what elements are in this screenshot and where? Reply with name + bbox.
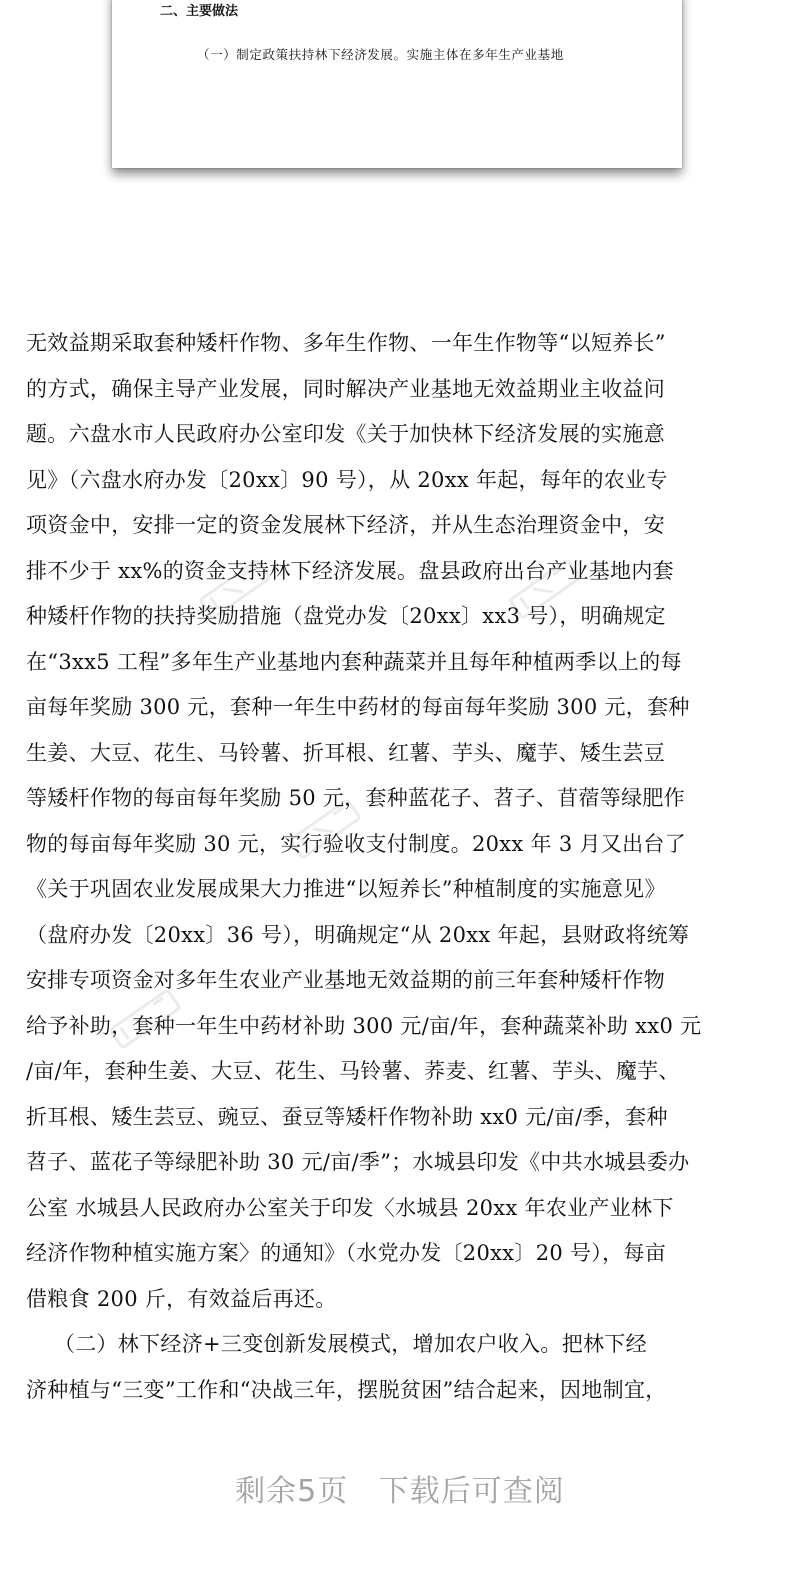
body-line: 的方式，确保主导产业发展，同时解决产业基地无效益期业主收益问: [26, 376, 665, 401]
body-line: 公室 水城县人民政府办公室关于印发〈水城县 20xx 年农业产业林下: [26, 1195, 674, 1220]
body-line: （盘府办发〔20xx〕36 号），明确规定“从 20xx 年起，县财政将统筹: [26, 922, 690, 947]
body-line: 无效益期采取套种矮杆作物、多年生作物、一年生作物等“以短养长”: [26, 331, 666, 355]
body-line: 给予补助，套种一年生中药材补助 300 元/亩/年，套种蔬菜补助 xx0 元: [26, 1013, 702, 1038]
body-line: 折耳根、矮生芸豆、豌豆、蚕豆等矮杆作物补助 xx0 元/亩/季，套种: [26, 1104, 668, 1129]
body-line: 见》（六盘水府办发〔20xx〕90 号），从 20xx 年起，每年的农业专: [26, 467, 668, 492]
body-line: 题。六盘水市人民政府办公室印发《关于加快林下经济发展的实施意: [26, 422, 665, 446]
body-line: 在“3xx5 工程”多年生产业基地内套种蔬菜并且每年种植两季以上的每: [26, 649, 682, 674]
preview-section-heading: 二、主要做法: [160, 4, 239, 19]
body-line: 借粮食 200 斤，有效益后再还。: [26, 1286, 337, 1311]
body-line: 苕子、蓝花子等绿肥补助 30 元/亩/季”；水城县印发《中共水城县委办: [26, 1150, 690, 1174]
body-line: 项资金中，安排一定的资金发展林下经济，并从生态治理资金中，安: [26, 513, 665, 537]
preview-first-line: （一）制定政策扶持林下经济发展。实施主体在多年生产业基地: [197, 47, 564, 62]
body-line: （二）林下经济+三变创新发展模式，增加农户收入。把林下经: [26, 1332, 647, 1356]
body-line: 等矮杆作物的每亩每年奖励 50 元，套种蓝花子、苕子、苜蓿等绿肥作: [26, 786, 685, 810]
body-line: 种矮杆作物的扶持奖励措施（盘党办发〔20xx〕xx3 号），明确规定: [26, 604, 666, 628]
remaining-pages-label: 剩余5页: [235, 1474, 349, 1509]
body-line: 经济作物种植实施方案〉的通知》（水党办发〔20xx〕20 号），每亩: [26, 1241, 667, 1265]
body-line: 亩每年奖励 300 元，套种一年生中药材的每亩每年奖励 300 元，套种: [26, 695, 690, 719]
preview-card: [112, 0, 682, 168]
body-line: 安排专项资金对多年生农业产业基地无效益期的前三年套种矮杆作物: [26, 968, 665, 992]
body-line: 《关于巩固农业发展成果大力推进“以短养长”种植制度的实施意见》: [26, 877, 666, 901]
body-line: 济种植与“三变”工作和“决战三年，摆脱贫困”结合起来，因地制宜，: [26, 1377, 667, 1402]
body-line: /亩/年，套种生姜、大豆、花生、马铃薯、荞麦、红薯、芋头、魔芋、: [26, 1059, 680, 1083]
download-hint-label: 下载后可查阅: [378, 1474, 565, 1509]
document-body: [26, 321, 766, 1413]
body-line: 生姜、大豆、花生、马铃薯、折耳根、红薯、芋头、魔芋、矮生芸豆: [26, 740, 665, 765]
body-line: 物的每亩每年奖励 30 元，实行验收支付制度。20xx 年 3 月又出台了: [26, 831, 686, 856]
body-line: 排不少于 xx%的资金支持林下经济发展。盘县政府出台产业基地内套: [26, 558, 674, 583]
download-prompt[interactable]: [0, 1466, 800, 1510]
